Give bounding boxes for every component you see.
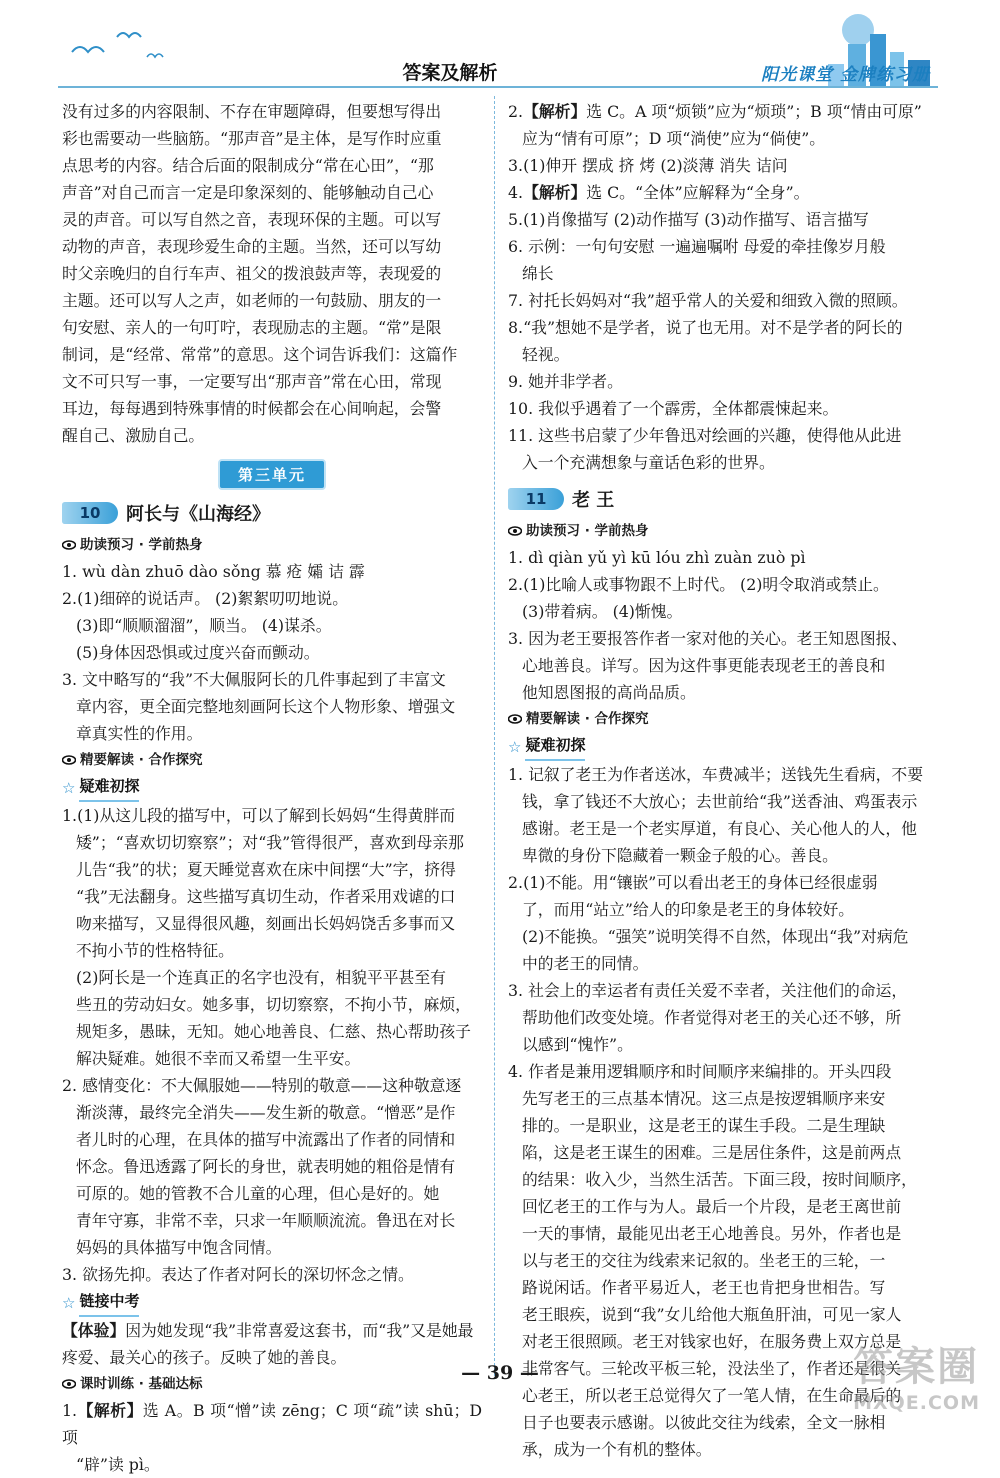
- lesson-title: 阿长与《山海经》: [126, 504, 270, 525]
- text-line: 解决疑难。她很不幸而又希望一生平安。: [76, 1049, 361, 1068]
- text-line: 3. 文中略写的“我”不大佩服阿长的几件事起到了丰富文: [62, 670, 446, 689]
- text-line: 主题。还可以写人之声，如老师的一句鼓励、朋友的一: [62, 291, 442, 310]
- text-line: 卑微的身份下隐藏着一颗金子般的心。善良。: [522, 846, 838, 865]
- text-line: (2)不能换。“强笑”说明笑得不自然，体现出“我”对病危: [522, 927, 909, 946]
- unit-badge: 第三单元: [218, 459, 326, 490]
- unit-heading: [62, 459, 482, 490]
- text-line: 2.(1)比喻人或事物跟不上时代。 (2)明令取消或禁止。: [508, 575, 889, 594]
- text-line: (3)即“顺顺溜溜”，顺当。 (4)谋杀。: [76, 616, 332, 635]
- text-line: 老王眼疾，说到“我”女儿给他大瓶鱼肝油，可见一家人: [522, 1305, 902, 1324]
- watermark-url: MXQE.COM: [853, 1392, 980, 1414]
- text-line: 日子也要表示感谢。以彼此交往为线索，全文一脉相: [522, 1413, 886, 1432]
- text-line: 10. 我似乎遇着了一个霹雳，全体都震悚起来。: [508, 399, 839, 418]
- subsection-title: 链接中考: [79, 1288, 139, 1317]
- text-line: 2. 感情变化：不大佩服她——特别的敬意——这种敬意逐: [62, 1076, 462, 1095]
- answer-number: 1.: [62, 1401, 78, 1420]
- answer-tag: 【解析】: [523, 102, 587, 121]
- header-rule: [58, 86, 938, 88]
- answer-tag: 【解析】: [77, 1401, 143, 1420]
- text-line: 1. dì qiàn yǔ yì kū lóu zhì zuàn zuò pì: [508, 548, 806, 567]
- text-line: 一天的事情，最能见出老王心地善良。另外，作者也是: [522, 1224, 902, 1243]
- subsection-heading: [508, 732, 944, 761]
- text-line: 制词，是“经常、常常”的意思。这个词告诉我们：这篇作: [62, 345, 458, 364]
- text-line: 绵长: [522, 264, 554, 283]
- text-line: 非常客气。三轮改平板三轮，没法坐了，作者还是很关: [522, 1359, 902, 1378]
- text-line: 者儿时的心理，在具体的描写中流露出了作者的同情和: [76, 1130, 456, 1149]
- text-line: 11. 这些书启蒙了少年鲁迅对绘画的兴趣，使得他从此进: [508, 426, 902, 445]
- section-heading: [62, 532, 482, 558]
- text-line: 疼爱、最关心的孩子。反映了她的善良。: [62, 1348, 347, 1367]
- eye-icon: [508, 524, 522, 538]
- right-column: [508, 98, 944, 1463]
- section-heading: [62, 747, 482, 773]
- text-line: 中的老王的同情。: [522, 954, 649, 973]
- text-line: 5.(1)肖像描写 (2)动作描写 (3)动作描写、语言描写: [508, 210, 869, 229]
- eye-icon: [62, 753, 76, 767]
- watermark-text: 答案圈: [853, 1344, 980, 1390]
- text-line: 心地善良。详写。因为这件事更能表现老王的善良和: [522, 656, 886, 675]
- text-line: 先写老王的三点基本情况。这三点是按逻辑顺序来安: [522, 1089, 886, 1108]
- text-line: 路说闲话。作者平易近人，老王也肯把身世相告。写: [522, 1278, 886, 1297]
- text-line: (5)身体因恐惧或过度兴奋而颤动。: [76, 643, 320, 662]
- text-line: 点思考的内容。结合后面的限制成分“常在心田”，“那: [62, 156, 434, 175]
- text-line: 妈妈的具体描写中饱含同情。: [76, 1238, 282, 1257]
- lesson-title: 老 王: [572, 490, 615, 511]
- text-line: 渐淡薄，最终完全消失——发生新的敬意。“憎恶”是作: [76, 1103, 456, 1122]
- text-line: (2)阿长是一个连真正的名字也没有，相貌平平甚至有: [76, 968, 446, 987]
- section-title: 精要解读 · 合作探究: [80, 752, 203, 768]
- text-line: 3. 欲扬先抑。表达了作者对阿长的深切怀念之情。: [62, 1265, 414, 1284]
- watermark-logo: [853, 1335, 980, 1414]
- text-line: 章内容，更全面完整地刻画阿长这个人物形象、增强文: [76, 697, 456, 716]
- text-line: 2.(1)不能。用“镶嵌”可以看出老王的身体已经很虚弱: [508, 873, 878, 892]
- text-line: 规矩多，愚昧，无知。她心地善良、仁慈、热心帮助孩子: [76, 1022, 471, 1041]
- text-line: 时父亲晚归的自行车声、祖父的拨浪鼓声等，表现爱的: [62, 264, 442, 283]
- text-line: 对老王很照顾。老王对钱家也好，在服务费上双方总是: [522, 1332, 902, 1351]
- subsection-title: 疑难初探: [525, 732, 585, 761]
- text-line: 他知恩图报的高尚品质。: [522, 683, 696, 702]
- text-line: 灵的声音。可以写自然之音，表现环保的主题。可以写: [62, 210, 442, 229]
- lesson-heading: [508, 484, 944, 514]
- text-line: 些丑的劳动妇女。她多事，切切察察，不拘小节，麻烦，: [76, 995, 471, 1014]
- answer-line: [62, 1317, 482, 1344]
- brand-name: 阳光课堂 金牌练习册: [761, 65, 930, 85]
- text-line: 3.(1)伸开 摆成 挤 烤 (2)淡薄 消失 诘问: [508, 156, 788, 175]
- eye-icon: [508, 712, 522, 726]
- answer-number: 4.: [508, 183, 524, 202]
- answer-line: [508, 98, 944, 125]
- section-heading: [508, 518, 944, 544]
- text-line: 醒自己、激励自己。: [62, 426, 205, 445]
- answer-line: [62, 1397, 482, 1451]
- text-line: 的结果：收入少，当然生活苦。下面三段，按时间顺序，: [522, 1170, 917, 1189]
- text-line: 排的。一是职业，这是老王的谋生手段。二是生理缺: [522, 1116, 886, 1135]
- star-icon: ☆: [62, 1293, 76, 1312]
- text-line: 心老王，所以老王总觉得欠了一笔人情，在生命最后的: [522, 1386, 902, 1405]
- text-line: 3. 社会上的幸运者有责任关爱不幸者，关注他们的命运，: [508, 981, 908, 1000]
- answer-tag: 【体验】: [62, 1321, 126, 1340]
- text-line: “辟”读 pì。: [76, 1455, 160, 1474]
- answer-text: 选 A。B 项“憎”读 zēng；C 项“疏”读 shū；D 项: [62, 1401, 482, 1447]
- section-heading: [508, 706, 944, 732]
- text-line: 6. 示例：一句句安慰 一遍遍嘱咐 母爱的牵挂像岁月般: [508, 237, 886, 256]
- text-line: 文不可只写一事，一定要写出“那声音”常在心田，常现: [62, 372, 442, 391]
- text-line: 句安慰、亲人的一句叮咛，表现励志的主题。“常”是限: [62, 318, 442, 337]
- text-line: 不拘小节的性格特征。: [76, 941, 234, 960]
- text-line: 以与老王的交往为线索来记叙的。坐老王的三轮，一: [522, 1251, 886, 1270]
- subsection-title: 疑难初探: [79, 773, 139, 802]
- text-line: 4. 作者是兼用逻辑顺序和时间顺序来编排的。开头四段: [508, 1062, 892, 1081]
- text-line: 7. 衬托长妈妈对“我”超乎常人的关爱和细致入微的照顾。: [508, 291, 908, 310]
- answer-tag: 【解析】: [523, 183, 587, 202]
- text-line: 1. 记叙了老王为作者送冰，车费减半；送钱先生看病，不要: [508, 765, 924, 784]
- text-line: 了，而用“站立”给人的印象是老王的身体较好。: [522, 900, 855, 919]
- text-line: 入一个充满想象与童话色彩的世界。: [522, 453, 775, 472]
- subsection-heading: [62, 773, 482, 802]
- text-line: “我”无法翻身。这些描写真切生动，作者采用戏谑的口: [76, 887, 456, 906]
- text-line: 彩也需要动一些脑筋。“那声音”是主体，是写作时应重: [62, 129, 442, 148]
- lesson-number: 11: [508, 488, 564, 510]
- text-line: 回忆老王的工作与为人。最后一个片段，是老王离世前: [522, 1197, 902, 1216]
- text-line: 感谢。老王是一个老实厚道，有良心、关心他人的人，他: [522, 819, 917, 838]
- header-title: 答案及解析: [402, 62, 498, 84]
- text-line: 青年守寡，非常不幸，只求一年顺顺流流。鲁迅在对长: [76, 1211, 456, 1230]
- answer-text: 因为她发现“我”非常喜爱这套书，而“我”又是她最: [125, 1321, 474, 1340]
- text-line: 没有过多的内容限制、不存在审题障碍，但要想写得出: [62, 102, 442, 121]
- section-title: 课时训练 · 基础达标: [80, 1376, 203, 1392]
- lesson-heading: [62, 498, 482, 528]
- page-header: [0, 0, 1000, 95]
- text-line: 9. 她并非学者。: [508, 372, 623, 391]
- text-line: 耳边，每每遇到特殊事情的时候都会在心间响起，会警: [62, 399, 442, 418]
- section-title: 助读预习 · 学前热身: [80, 537, 203, 553]
- text-line: 8.“我”想她不是学者，说了也无用。对不是学者的阿长的: [508, 318, 903, 337]
- star-icon: ☆: [508, 737, 522, 756]
- text-line: 声音”对自己而言一定是印象深刻的、能够触动自己心: [62, 183, 434, 202]
- text-line: 以感到“愧怍”。: [522, 1035, 633, 1054]
- text-line: 1. wù dàn zhuō dào sǒng 慕 疮 孀 诘 霹: [62, 562, 365, 581]
- star-icon: ☆: [62, 778, 76, 797]
- text-line: 钱，拿了钱还不大放心；去世前给“我”送香油、鸡蛋表示: [522, 792, 918, 811]
- section-title: 精要解读 · 合作探究: [526, 711, 649, 727]
- text-line: (3)带着病。 (4)惭愧。: [522, 602, 683, 621]
- text-line: 2.(1)细碎的说话声。 (2)絮絮叨叨地说。: [62, 589, 349, 608]
- eye-icon: [62, 538, 76, 552]
- text-line: 1.(1)从这儿段的描写中，可以了解到长妈妈“生得黄胖而: [62, 806, 456, 825]
- text-line: 动物的声音，表现珍爱生命的主题。当然，还可以写幼: [62, 237, 442, 256]
- answer-text: 选 C。A 项“烦锁”应为“烦琐”；B 项“情由可原”: [586, 102, 922, 121]
- text-line: 应为“情有可原”；D 项“淌使”应为“倘使”。: [522, 129, 826, 148]
- text-line: 可原的。她的管教不合儿童的心理，但心是好的。她: [76, 1184, 440, 1203]
- section-title: 助读预习 · 学前热身: [526, 523, 649, 539]
- text-line: 矮”；“喜欢切切察察”；对“我”管得很严，喜欢到母亲那: [76, 833, 464, 852]
- text-line: 轻视。: [522, 345, 570, 364]
- text-line: 3. 因为老王要报答作者一家对他的关心。老王知恩图报、: [508, 629, 908, 648]
- answer-number: 2.: [508, 102, 524, 121]
- page-number: — 39 —: [461, 1362, 539, 1384]
- text-line: 章真实性的作用。: [76, 724, 203, 743]
- column-divider: [494, 96, 495, 1376]
- text-line: 承，成为一个有机的整体。: [522, 1440, 712, 1459]
- answer-text: 选 C。“全体”应解释为“全身”。: [586, 183, 810, 202]
- text-line: 怀念。鲁迅透露了阿长的身世，就表明她的粗俗是情有: [76, 1157, 456, 1176]
- text-line: 吻来描写，又显得很风趣，刻画出长妈妈饶舌多事而又: [76, 914, 456, 933]
- text-line: 陷，这是老王谋生的困难。三是居住条件，这是前两点: [522, 1143, 902, 1162]
- text-line: 帮助他们改变处境。作者觉得对老王的关心还不够，所: [522, 1008, 902, 1027]
- lesson-number: 10: [62, 502, 118, 524]
- subsection-heading: [62, 1288, 482, 1317]
- text-line: 儿告“我”的状；夏天睡觉喜欢在床中间摆“大”字，挤得: [76, 860, 456, 879]
- left-column: [62, 98, 482, 1478]
- answer-line: [508, 179, 944, 206]
